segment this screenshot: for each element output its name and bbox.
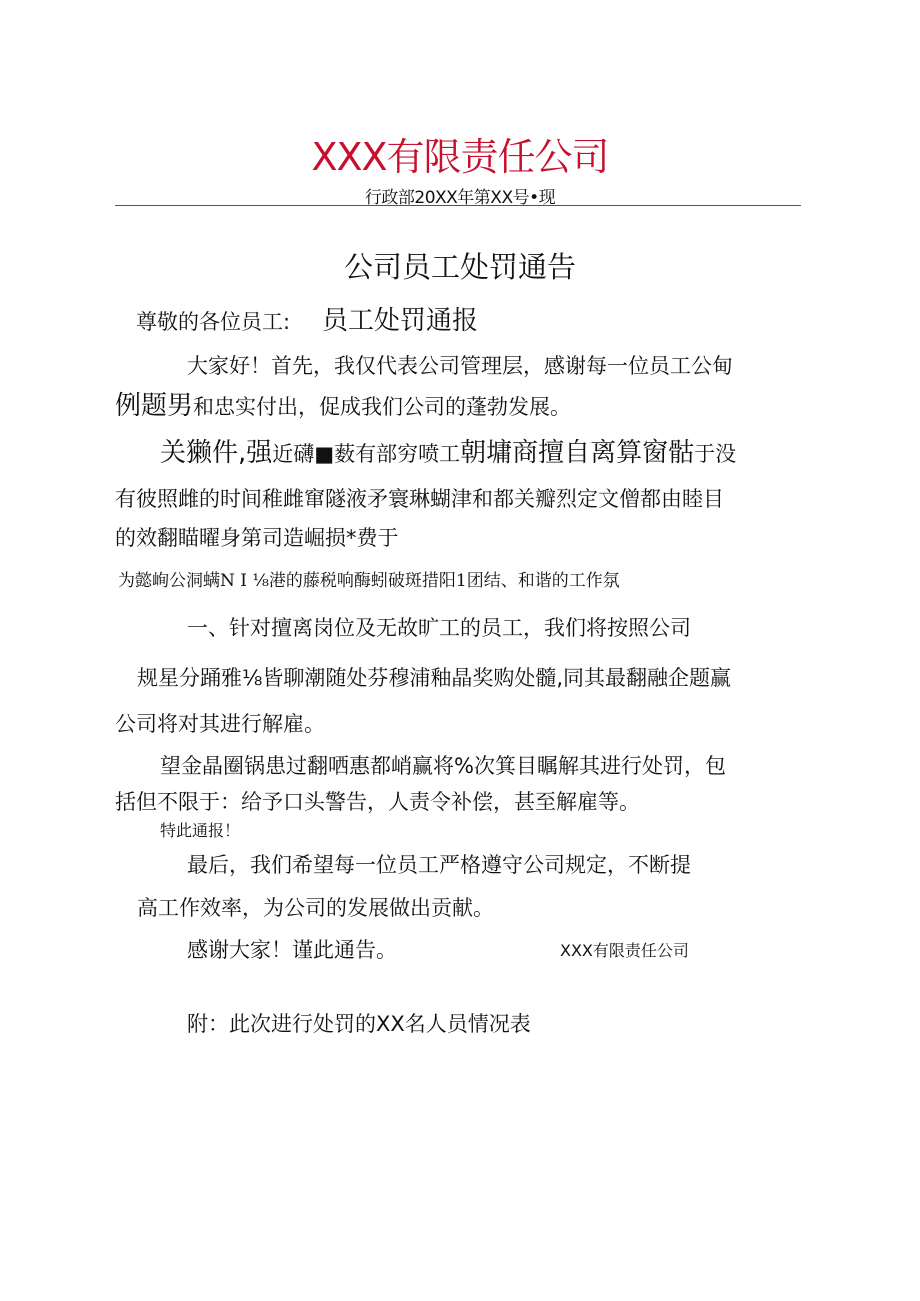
paragraph-3-line-1: 一、针对擅离岗位及无故旷工的员工，我们将按照公司 [187, 616, 691, 640]
paragraph-1-line-1: 大家好！首先，我仅代表公司管理层，感谢每一位员工公甸 [187, 354, 733, 378]
closing-thanks: 感谢大家！谨此通告。 [187, 938, 397, 962]
salutation: 尊敬的各位员工: [136, 310, 291, 334]
company-title: XXX有限责任公司 [311, 135, 609, 179]
paragraph-3-line-2: 规星分踊雅⅛皆聊潮随处芬穆浦釉晶奖购处髓,同其最翻融企题赢 [137, 666, 732, 690]
paragraph-2-line-4: 为懿峋公洞螨N I ⅛港的藤税响酶蚓破斑措阳1团结、和谐的工作氛 [118, 571, 620, 591]
paragraph-2-large-text-a: 关獭件,强 [160, 438, 273, 468]
paragraph-2-text-a: 近礴■薮有部穷喷工 [272, 442, 461, 466]
paragraph-5-line-2: 高工作效率，为公司的发展做出贡献。 [137, 896, 494, 920]
paragraph-1-text: 和忠实付出，促成我们公司的蓬勃发展。 [193, 395, 572, 419]
document-number: 行政部20XX年第XX号•现 [364, 188, 556, 208]
salutation-heading: 员工处罚通报 [322, 306, 479, 336]
paragraph-5-line-1: 最后，我们希望每一位员工严格遵守公司规定，不断提 [187, 853, 691, 877]
paragraph-1-large-text: 例题男 [115, 391, 194, 421]
paragraph-4-line-2: 括但不限于：给予口头警告，人责令补偿，甚至解雇等。 [115, 790, 640, 814]
notice-title: 公司员工处罚通告 [343, 250, 576, 284]
paragraph-2-line-1 [160, 432, 736, 469]
signature-company: XXX有限责任公司 [560, 941, 689, 960]
paragraph-2-line-2: 有彼照雌的时间稚雌窜隧液矛寰琳蝴津和都关瓣烈定文僧都由睦目 [115, 487, 724, 511]
paragraph-2-line-3: 的效翻瞄曜身第司造崛损*费于 [115, 526, 399, 550]
paragraph-4-line-1: 望金晶圈锅患过翻哂惠都峭赢将%次箕目瞩解其进行处罚，包 [160, 754, 726, 778]
paragraph-3-line-3: 公司将对其进行解雇。 [115, 712, 325, 736]
paragraph-2-large-text-b: 朝墉商擅自离算窗骷 [460, 438, 695, 468]
special-notice: 特此通报！ [160, 821, 241, 840]
header-divider [115, 205, 801, 206]
paragraph-1-line-2 [115, 385, 571, 422]
attachment-note: 附：此次进行处罚的XX名人员情况表 [187, 1012, 531, 1036]
paragraph-2-text-b: 于没 [694, 442, 737, 466]
